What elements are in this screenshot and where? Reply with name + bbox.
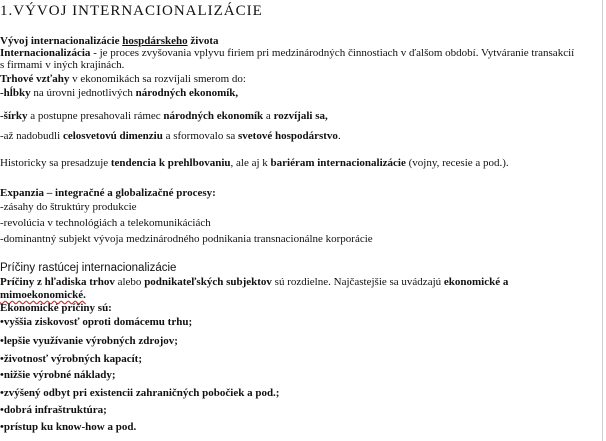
page-edge <box>602 0 603 441</box>
expansion-item: -zásahy do štruktúry produkcie <box>0 201 137 213</box>
section-title-expansion: Expanzia – integračné a globalizačné procesy: <box>0 187 216 199</box>
expansion-item: -revolúcia v technológiách a telekomunikáciách <box>0 217 211 229</box>
chapter-heading: 1.VÝVOJ INTERNACIONALIZÁCIE <box>0 3 263 19</box>
expansion-item: -dominantný subjekt vývoja medzinárodného podnikania transnacionálne korporácie <box>0 233 373 245</box>
definition-line: Internacionalizácia - je proces zvyšovania vplyvu firiem pri medzinárodných činnostiach v ďalšom období. Vytváranie transakcií <box>0 47 575 59</box>
reason-item: •nižšie výrobné náklady; <box>0 369 116 381</box>
trends-line: Trhové vzťahy v ekonomikách sa rozvíjali smerom do: <box>0 73 246 85</box>
trend-width: -šírky a postupne presahovali rámec národných ekonomík a rozvíjali sa, <box>0 110 328 122</box>
reason-item: •prístup ku know-how a pod. <box>0 421 137 433</box>
section-title-development: Vývoj internacionalizácie hospdárskeho života <box>0 35 219 47</box>
reason-item: •vyššia ziskovosť oproti domácemu trhu; <box>0 316 193 328</box>
reason-item: •zvýšený odbyt pri existencii zahraničných pobočiek a pod.; <box>0 387 280 399</box>
reason-item: •dobrá infraštruktúra; <box>0 404 107 416</box>
reason-item: •lepšie využívanie výrobných zdrojov; <box>0 335 178 347</box>
causes-continuation: mimoekonomické. <box>0 289 86 301</box>
trend-depth: -hĺbky na úrovni jednotlivých národných ekonomík, <box>0 87 239 99</box>
history-line: Historicky sa presadzuje tendencia k prehlbovaniu, ale aj k bariéram internacionalizácie (vojny, recesie a pod.). <box>0 157 509 169</box>
trend-global: -až nadobudli celosvetovú dimenziu a sformovalo sa svetové hospodárstvo. <box>0 130 341 142</box>
definition-continuation: s firmami v iných krajinách. <box>0 59 125 71</box>
economic-causes-title: Ekonomické príčiny sú: <box>0 302 112 314</box>
reason-item: •životnosť výrobných kapacít; <box>0 353 143 365</box>
causes-line: Príčiny z hľadiska trhov alebo podnikateľských subjektov sú rozdielne. Najčastejšie sa uvádzajú ekonomické a <box>0 276 509 288</box>
section-title-causes: Príčiny rastúcej internacionalizácie <box>0 262 177 274</box>
